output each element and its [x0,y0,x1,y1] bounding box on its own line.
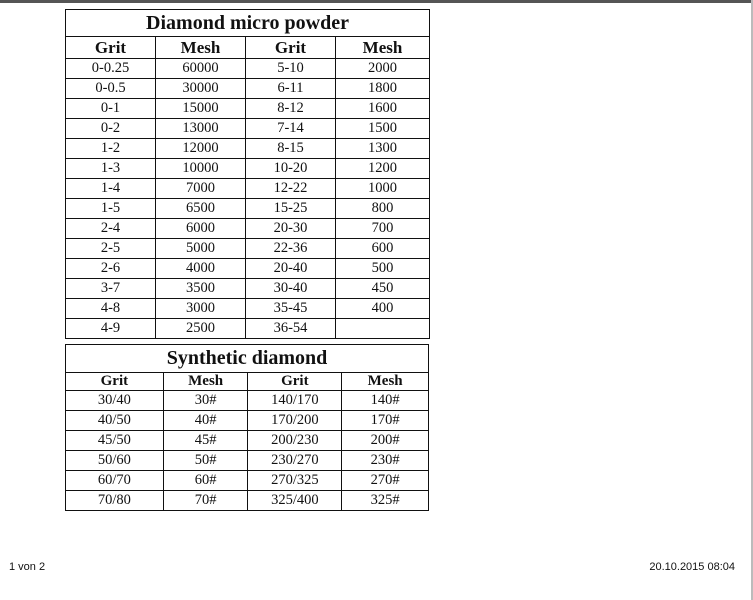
table-title-row [66,10,430,37]
table-cell: 500 [336,259,430,279]
table-cell: 4-8 [66,299,156,319]
table-cell: 3-7 [66,279,156,299]
table-row [66,411,429,431]
table-cell: 700 [336,219,430,239]
table-row [66,279,430,299]
table-cell: 3500 [156,279,246,299]
table-cell: 2-4 [66,219,156,239]
table-row [66,119,430,139]
column-header: Mesh [336,37,430,59]
table-cell: 8-15 [246,139,336,159]
table-cell: 10-20 [246,159,336,179]
table-row [66,239,430,259]
table-cell: 1-2 [66,139,156,159]
table-cell: 170# [342,411,429,431]
table-cell: 1000 [336,179,430,199]
table-cell: 1300 [336,139,430,159]
table-row [66,491,429,511]
table-cell: 1500 [336,119,430,139]
table-body [66,391,429,511]
table-cell: 36-54 [246,319,336,339]
table-cell: 270# [342,471,429,491]
table-cell: 6-11 [246,79,336,99]
table-cell: 325/400 [248,491,342,511]
table-cell: 1-5 [66,199,156,219]
table-cell: 30000 [156,79,246,99]
table-cell: 60/70 [66,471,164,491]
table-cell: 15000 [156,99,246,119]
table-row [66,471,429,491]
table-cell: 2-6 [66,259,156,279]
table-cell: 140# [342,391,429,411]
table-cell: 22-36 [246,239,336,259]
column-header: Grit [246,37,336,59]
table-cell: 0-2 [66,119,156,139]
table-cell: 1-4 [66,179,156,199]
column-header: Mesh [163,373,248,391]
table-cell: 50/60 [66,451,164,471]
table-cell: 5-10 [246,59,336,79]
table-cell: 2000 [336,59,430,79]
table-cell: 400 [336,299,430,319]
table-cell: 15-25 [246,199,336,219]
table-cell: 70# [163,491,248,511]
table-cell: 0-0.25 [66,59,156,79]
table-cell: 8-12 [246,99,336,119]
table-cell: 140/170 [248,391,342,411]
table-row [66,79,430,99]
table-cell: 60000 [156,59,246,79]
table-cell: 2-5 [66,239,156,259]
table-cell: 6500 [156,199,246,219]
table-row [66,319,430,339]
table-row [66,431,429,451]
table-header-row [66,37,430,59]
table-cell: 270/325 [248,471,342,491]
table-cell: 170/200 [248,411,342,431]
table-row [66,159,430,179]
table-cell: 600 [336,239,430,259]
table-cell: 200# [342,431,429,451]
table-cell [336,319,430,339]
table-cell: 45# [163,431,248,451]
table-cell: 2500 [156,319,246,339]
table-cell: 50# [163,451,248,471]
table-cell: 800 [336,199,430,219]
table-cell: 70/80 [66,491,164,511]
synthetic-diamond-table [65,344,429,511]
table-cell: 7000 [156,179,246,199]
table-row [66,99,430,119]
table-cell: 0-1 [66,99,156,119]
table-row [66,299,430,319]
page-number: 1 von 2 [9,561,46,573]
column-header: Mesh [156,37,246,59]
table-cell: 1600 [336,99,430,119]
table-cell: 60# [163,471,248,491]
table-cell: 35-45 [246,299,336,319]
table-cell: 4000 [156,259,246,279]
column-header: Mesh [342,373,429,391]
table-cell: 230# [342,451,429,471]
table-cell: 1800 [336,79,430,99]
column-header: Grit [248,373,342,391]
diamond-micro-powder-table [65,9,430,339]
table-cell: 45/50 [66,431,164,451]
table-cell: 10000 [156,159,246,179]
table-cell: 0-0.5 [66,79,156,99]
table-cell: 12-22 [246,179,336,199]
table-row [66,391,429,411]
column-header: Grit [66,373,164,391]
table-cell: 450 [336,279,430,299]
table-title-row [66,345,429,373]
table-row [66,259,430,279]
table-header-row [66,373,429,391]
table-cell: 40/50 [66,411,164,431]
table-cell: 200/230 [248,431,342,451]
table-cell: 12000 [156,139,246,159]
table-row [66,219,430,239]
table-body [66,59,430,339]
print-timestamp: 20.10.2015 08:04 [649,561,735,573]
table-title: Synthetic diamond [66,345,429,373]
table-cell: 20-30 [246,219,336,239]
table-cell: 30# [163,391,248,411]
table-cell: 13000 [156,119,246,139]
table-cell: 7-14 [246,119,336,139]
table-cell: 1-3 [66,159,156,179]
table-cell: 40# [163,411,248,431]
table-row [66,179,430,199]
table-cell: 3000 [156,299,246,319]
table-row [66,451,429,471]
table-cell: 20-40 [246,259,336,279]
table-cell: 5000 [156,239,246,259]
table-title: Diamond micro powder [66,10,430,37]
table-cell: 30-40 [246,279,336,299]
table-row [66,199,430,219]
table-cell: 4-9 [66,319,156,339]
table-cell: 230/270 [248,451,342,471]
table-cell: 30/40 [66,391,164,411]
table-row [66,59,430,79]
column-header: Grit [66,37,156,59]
table-cell: 1200 [336,159,430,179]
scan-edge-top [0,0,753,3]
table-row [66,139,430,159]
table-cell: 6000 [156,219,246,239]
table-cell: 325# [342,491,429,511]
